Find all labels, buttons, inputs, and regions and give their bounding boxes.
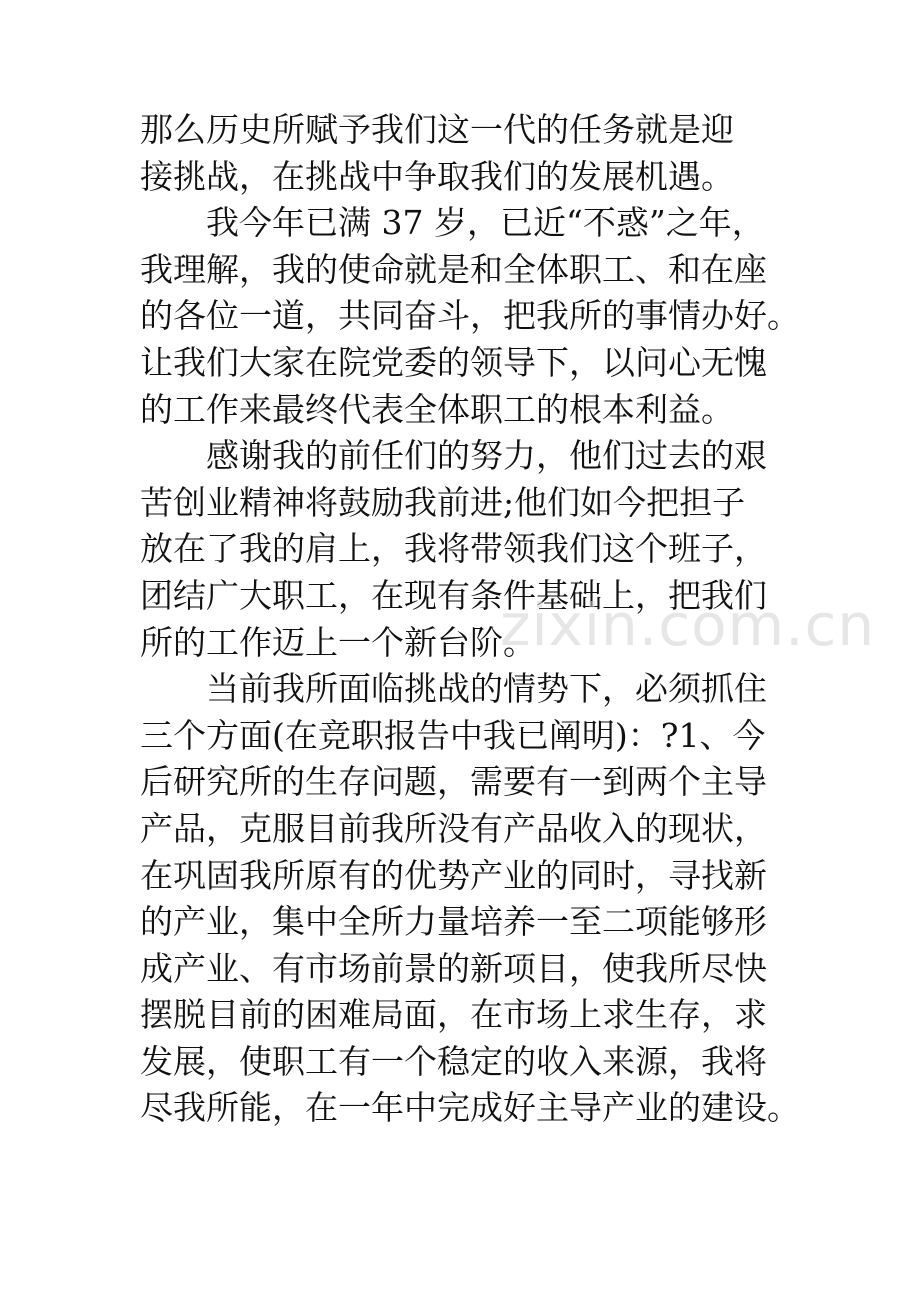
watermark: zixin.com.cn (500, 591, 876, 659)
body-text (140, 107, 876, 1132)
text-line: 在巩固我所原有的优势产业的同时，寻找新 (140, 855, 767, 895)
paragraph-first-line: 当前我所面临挑战的情势下，必须抓住 (206, 669, 767, 709)
text-line: 团结广大职工，在现有条件基础上，把我们 (140, 575, 767, 615)
text-line: 让我们大家在院党委的领导下，以问心无愧 (140, 342, 767, 382)
text-line: 尽我所能，在一年中完成好主导产业的建设。 (140, 1088, 800, 1128)
text-line: 那么历史所赋予我们这一代的任务就是迎 (140, 110, 734, 149)
text-line: 放在了我的肩上，我将带领我们这个班子， (140, 529, 767, 569)
text-line: 产品，克服目前我所没有产品收入的现状， (140, 808, 767, 848)
text-line: 发展，使职工有一个稳定的收入来源，我将 (140, 1041, 767, 1081)
text-line: 的工作来最终代表全体职工的根本利益。 (140, 389, 734, 429)
text-line: 三个方面(在竞职报告中我已阐明)：?1、今 (140, 715, 766, 755)
text-line: 我理解，我的使命就是和全体职工、和在座 (140, 249, 767, 289)
text-line: 苦创业精神将鼓励我前进;他们如今把担子 (140, 482, 746, 522)
paragraph-first-line: 我今年已满 37 岁，已近“不惑”之年， (206, 203, 765, 243)
text-line: 摆脱目前的困难局面，在市场上求生存，求 (140, 995, 767, 1035)
paragraph-first-line: 感谢我的前任们的努力，他们过去的艰 (206, 436, 767, 476)
text-line: 成产业、有市场前景的新项目，使我所尽快 (140, 948, 767, 988)
text-line: 的产业，集中全所力量培养一至二项能够形 (140, 902, 767, 942)
text-line: 后研究所的生存问题，需要有一到两个主导 (140, 762, 767, 802)
text-line: 接挑战，在挑战中争取我们的发展机遇。 (140, 156, 734, 196)
text-line: 所的工作迈上一个新台阶。 (140, 622, 536, 662)
text-line: 的各位一道，共同奋斗，把我所的事情办好。 (140, 296, 800, 336)
